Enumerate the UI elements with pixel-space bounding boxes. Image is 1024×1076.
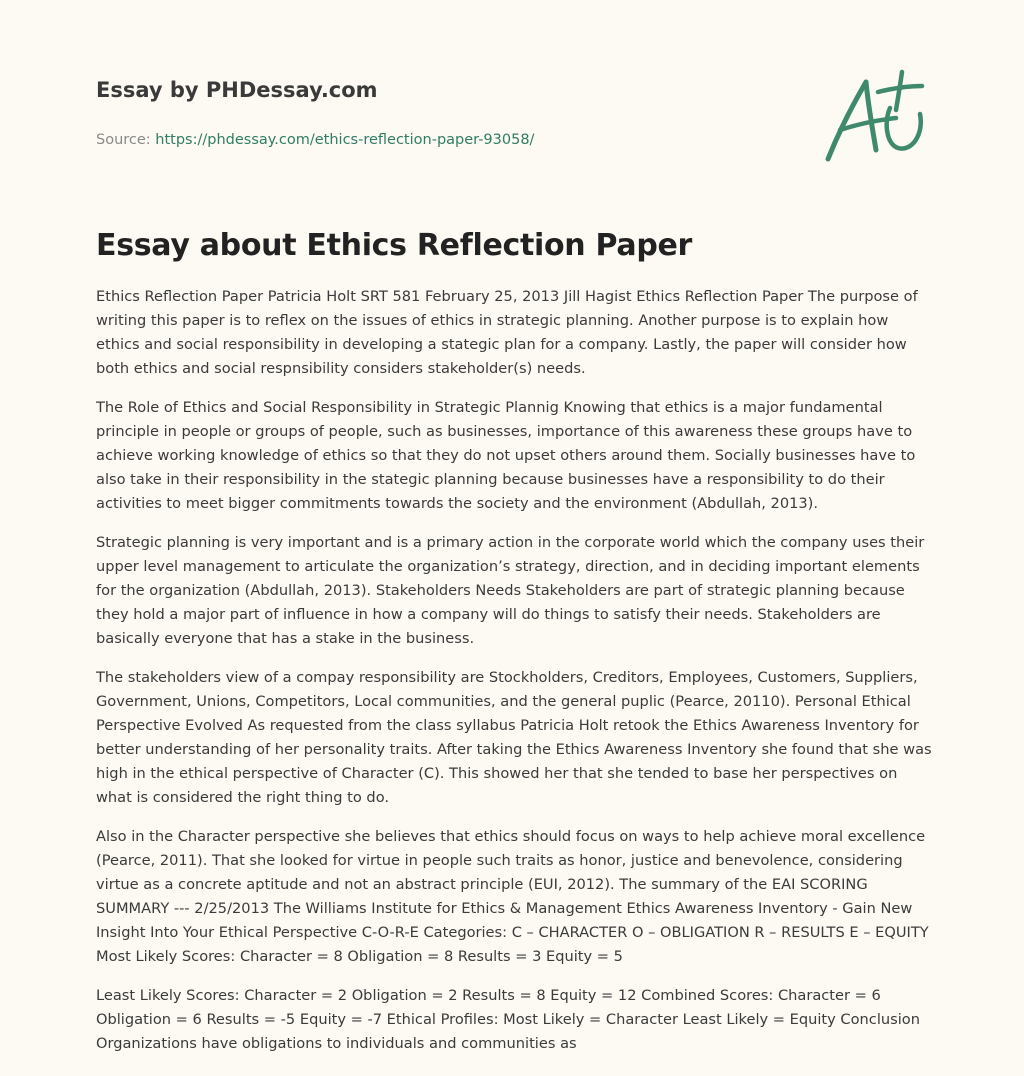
essay-paragraph: The Role of Ethics and Social Responsibility in Strategic Plannig Knowing that ethics is a major fundamental principle in people or groups of people, such as businesses, importance of this awareness these groups have to achieve working knowledge of ethics so that they do not upset others around them. Socially businesses have to also take in their responsibility in the stategic planning because businesses have a responsibility to do their activities to meet bigger commitments towards the society and the environment (Abdullah, 2013). (96, 399, 916, 512)
essay-paragraph: Ethics Reflection Paper Patricia Holt SRT 581 February 25, 2013 Jill Hagist Ethics Reflection Paper The purpose of writing this paper is to reflex on the issues of ethics in strategic planning. Another purpose is to explain how ethics and social responsibility in developing a stategic plan for a company. Lastly, the paper will consider how both ethics and social respnsibility considers stakeholder(s) needs. (96, 288, 918, 377)
page-header (96, 76, 796, 150)
site-brand: Essay by PHDessay.com (96, 78, 378, 102)
essay-body (96, 285, 932, 1071)
essay-paragraph: Least Likely Scores: Character = 2 Obligation = 2 Results = 8 Equity = 12 Combined Scores: Character = 6 Obligation = 6 Results = -5 Equity = -7 Ethical Profiles: Most Likely = Character Least Likely = Equity Conclusion Organizations have obligations to individuals and communities as (96, 987, 920, 1052)
essay-paragraph: The stakeholders view of a compay responsibility are Stockholders, Creditors, Employees, Customers, Suppliers, Government, Unions, Competitors, Local communities, and the general puplic (Pearce, 20110). Personal Ethical Perspective Evolved As requested from the class syllabus Patricia Holt retook the Ethics Awareness Inventory for better understanding of her personality traits. After taking the Ethics Awareness Inventory she found that she was high in the ethical perspective of Character (C). This showed her that she tended to base her perspectives on what is considered the right thing to do. (96, 669, 932, 806)
source-line (96, 130, 796, 150)
essay-paragraph: Strategic planning is very important and is a primary action in the corporate world which the company uses their upper level management to articulate the organization’s strategy, direction, and in deciding important elements for the organization (Abdullah, 2013). Stakeholders Needs Stakeholders are part of strategic planning because they hold a major part of influence in how a company will do things to satisfy their needs. Stakeholders are basically everyone that has a stake in the business. (96, 534, 925, 647)
source-link[interactable]: https://phdessay.com/ethics-reflection-paper-93058/ (155, 132, 535, 148)
source-label: Source: (96, 132, 156, 148)
essay-paragraph: Also in the Character perspective she believes that ethics should focus on ways to help achieve moral excellence (Pearce, 2011). That she looked for virtue in people such traits as honor, justice and benevolence, considering virtue as a concrete aptitude and not an abstract principle (EUI, 2012). The summary of the EAI SCORING SUMMARY --- 2/25/2013 The Williams Institute for Ethics & Management Ethics Awareness Inventory - Gain New Insight Into Your Ethical Perspective C-O-R-E Categories: C – CHARACTER O – OBLIGATION R – RESULTS E – EQUITY Most Likely Scores: Character = 8 Obligation = 8 Results = 3 Equity = 5 (96, 828, 929, 965)
a-plus-grade-icon (820, 64, 930, 168)
essay-title: Essay about Ethics Reflection Paper (96, 228, 693, 263)
